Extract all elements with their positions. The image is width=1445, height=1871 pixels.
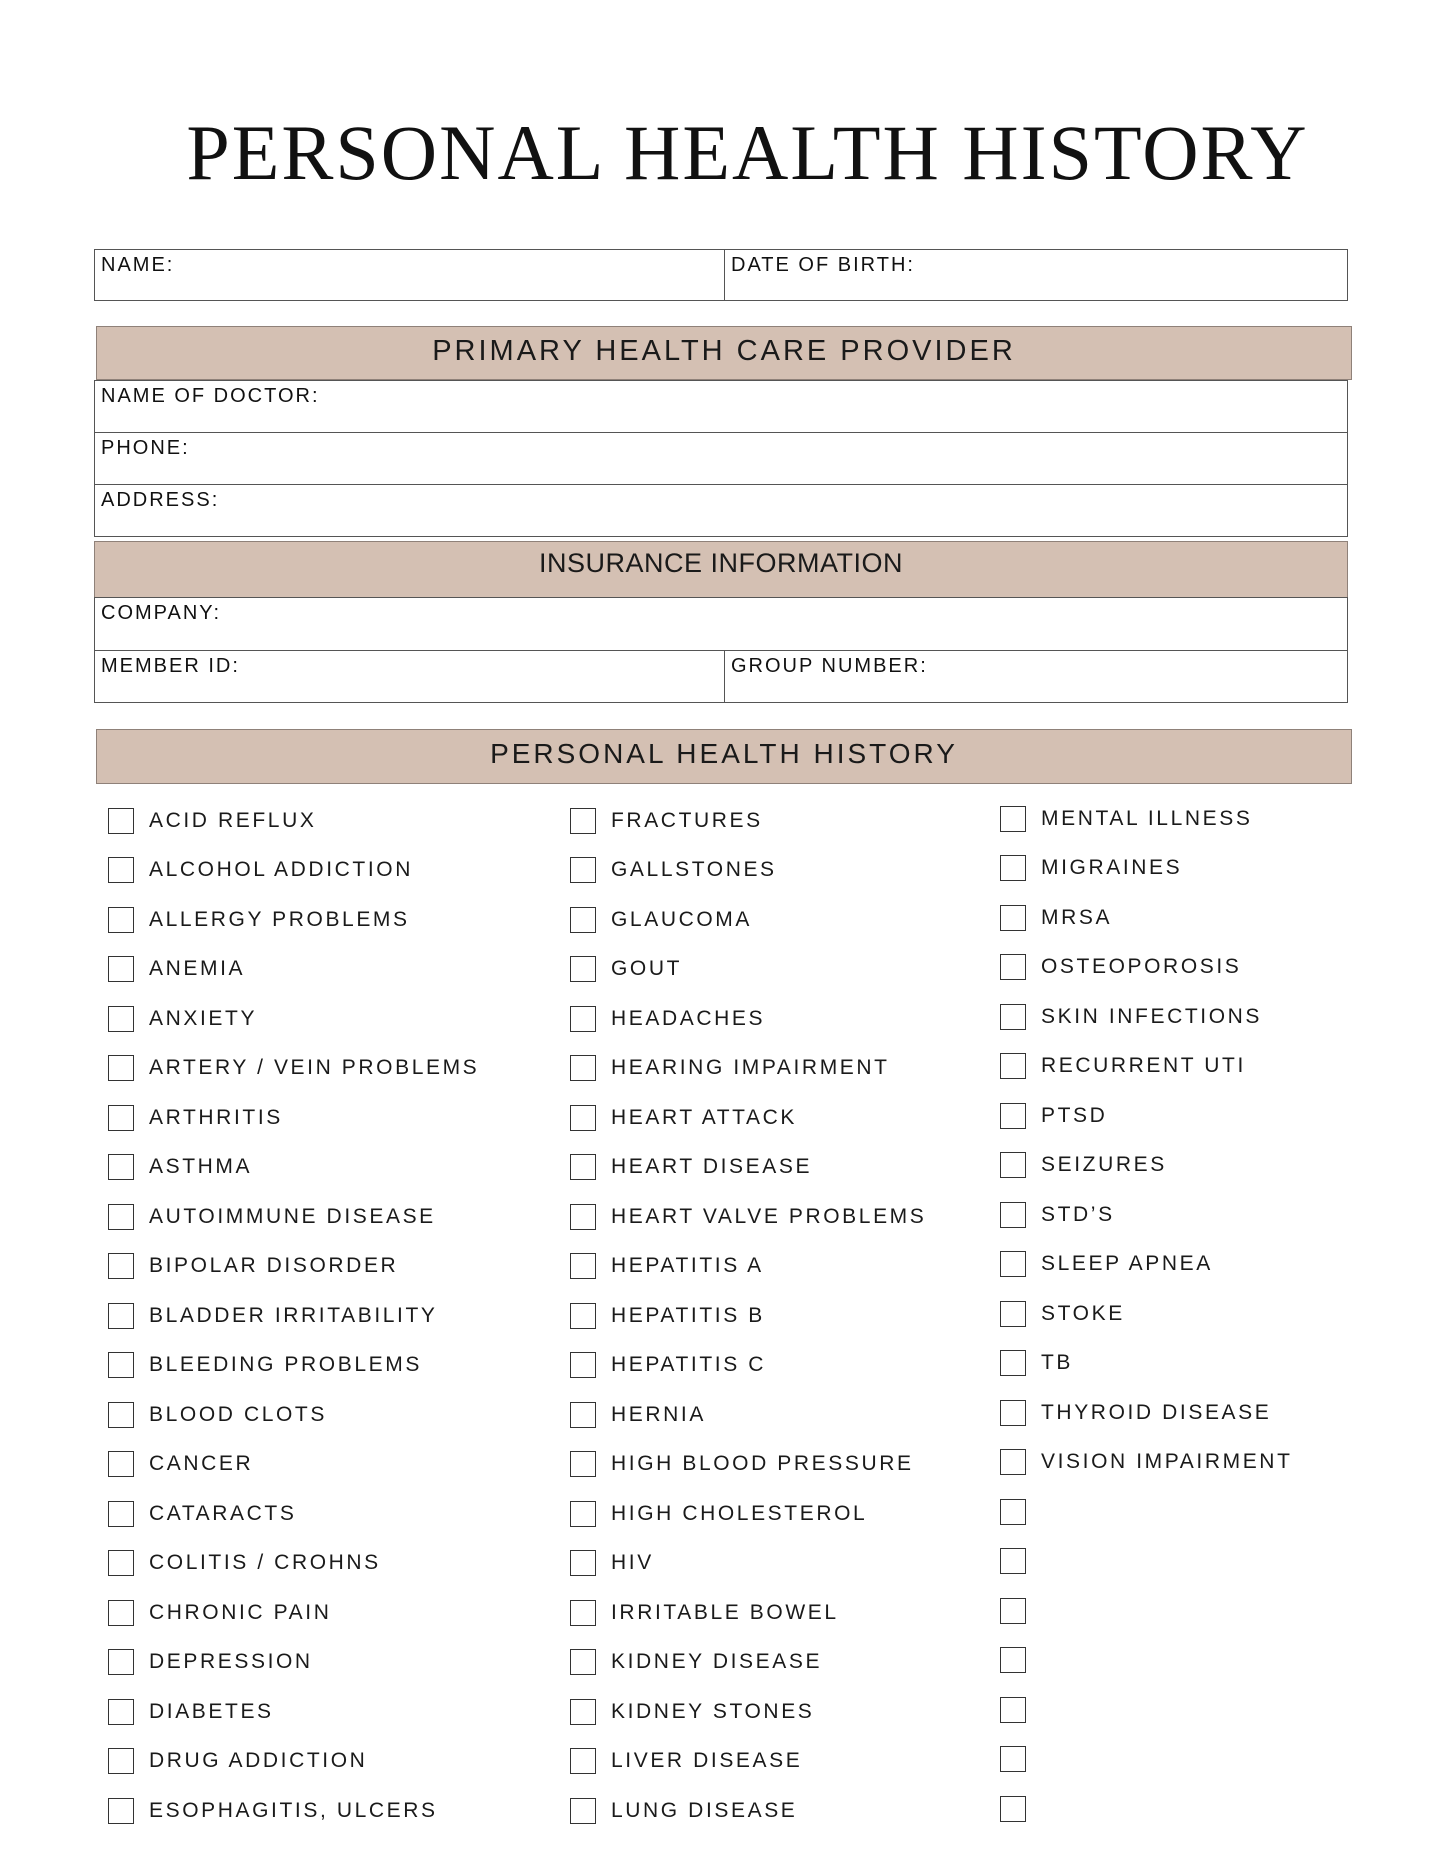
condition-item[interactable] bbox=[1000, 992, 1293, 1042]
conditions-column-1 bbox=[108, 796, 479, 1836]
condition-item[interactable] bbox=[570, 945, 926, 995]
address-row bbox=[94, 484, 1348, 537]
condition-item[interactable] bbox=[1000, 943, 1293, 993]
condition-label: HIGH BLOOD PRESSURE bbox=[611, 1452, 914, 1476]
address-label: ADDRESS: bbox=[101, 489, 220, 511]
condition-item[interactable] bbox=[1000, 844, 1293, 894]
condition-label: HEPATITIS B bbox=[611, 1303, 765, 1327]
condition-item[interactable] bbox=[108, 846, 479, 896]
condition-item[interactable] bbox=[570, 1687, 926, 1737]
condition-checkbox[interactable] bbox=[1000, 1697, 1026, 1723]
condition-checkbox[interactable] bbox=[108, 1105, 134, 1131]
condition-checkbox[interactable] bbox=[108, 1055, 134, 1081]
phone-field[interactable] bbox=[95, 433, 1347, 484]
condition-label: LIVER DISEASE bbox=[611, 1749, 803, 1773]
condition-label: HEART VALVE PROBLEMS bbox=[611, 1204, 927, 1228]
condition-checkbox[interactable] bbox=[108, 808, 134, 834]
condition-item[interactable] bbox=[570, 796, 926, 846]
condition-label: SLEEP APNEA bbox=[1041, 1252, 1213, 1276]
condition-checkbox[interactable] bbox=[108, 1600, 134, 1626]
condition-checkbox[interactable] bbox=[1000, 1004, 1026, 1030]
condition-item[interactable] bbox=[570, 994, 926, 1044]
member-group-row bbox=[94, 650, 1348, 703]
address-field[interactable] bbox=[95, 485, 1347, 536]
condition-checkbox[interactable] bbox=[570, 1402, 596, 1428]
condition-checkbox[interactable] bbox=[108, 1303, 134, 1329]
condition-checkbox[interactable] bbox=[108, 1352, 134, 1378]
condition-item[interactable] bbox=[1000, 794, 1293, 844]
condition-checkbox[interactable] bbox=[570, 1105, 596, 1131]
condition-checkbox[interactable] bbox=[1000, 1598, 1026, 1624]
condition-checkbox[interactable] bbox=[1000, 954, 1026, 980]
group-number-label: GROUP NUMBER: bbox=[731, 655, 928, 677]
condition-label: DRUG ADDICTION bbox=[149, 1749, 368, 1773]
date-of-birth-field[interactable] bbox=[724, 250, 1347, 300]
condition-label: HEART DISEASE bbox=[611, 1155, 813, 1179]
condition-checkbox[interactable] bbox=[1000, 905, 1026, 931]
condition-checkbox[interactable] bbox=[1000, 1647, 1026, 1673]
condition-item[interactable] bbox=[1000, 1487, 1293, 1537]
name-label: NAME: bbox=[101, 254, 175, 276]
condition-item[interactable] bbox=[108, 1737, 479, 1787]
condition-checkbox[interactable] bbox=[570, 1649, 596, 1675]
condition-checkbox[interactable] bbox=[108, 1501, 134, 1527]
condition-item[interactable] bbox=[108, 1638, 479, 1688]
condition-checkbox[interactable] bbox=[108, 1006, 134, 1032]
condition-label: GOUT bbox=[611, 957, 683, 981]
condition-checkbox[interactable] bbox=[1000, 1202, 1026, 1228]
condition-label: MENTAL ILLNESS bbox=[1041, 806, 1253, 830]
condition-checkbox[interactable] bbox=[108, 1154, 134, 1180]
condition-label: COLITIS / CROHNS bbox=[149, 1551, 381, 1575]
condition-item[interactable] bbox=[1000, 1636, 1293, 1686]
condition-checkbox[interactable] bbox=[108, 1798, 134, 1824]
condition-item[interactable] bbox=[108, 1143, 479, 1193]
condition-label: BIPOLAR DISORDER bbox=[149, 1254, 399, 1278]
condition-item[interactable] bbox=[108, 796, 479, 846]
condition-item[interactable] bbox=[570, 1242, 926, 1292]
condition-item[interactable] bbox=[570, 1044, 926, 1094]
insurance-section-title: INSURANCE INFORMATION bbox=[538, 548, 903, 578]
condition-item[interactable] bbox=[570, 1341, 926, 1391]
condition-checkbox[interactable] bbox=[570, 1055, 596, 1081]
condition-item[interactable] bbox=[570, 1737, 926, 1787]
condition-checkbox[interactable] bbox=[570, 1798, 596, 1824]
condition-item[interactable] bbox=[1000, 1190, 1293, 1240]
condition-label: CHRONIC PAIN bbox=[149, 1600, 332, 1624]
condition-checkbox[interactable] bbox=[570, 1303, 596, 1329]
condition-checkbox[interactable] bbox=[108, 1699, 134, 1725]
condition-label: VISION IMPAIRMENT bbox=[1041, 1450, 1293, 1474]
condition-item[interactable] bbox=[108, 1242, 479, 1292]
condition-item[interactable] bbox=[1000, 1735, 1293, 1785]
condition-label: BLADDER IRRITABILITY bbox=[149, 1303, 438, 1327]
condition-item[interactable] bbox=[108, 1093, 479, 1143]
condition-item[interactable] bbox=[1000, 1339, 1293, 1389]
condition-checkbox[interactable] bbox=[108, 1204, 134, 1230]
condition-checkbox[interactable] bbox=[1000, 1548, 1026, 1574]
condition-label: IRRITABLE BOWEL bbox=[611, 1600, 839, 1624]
condition-label: ANEMIA bbox=[149, 957, 246, 981]
condition-label: ARTHRITIS bbox=[149, 1105, 283, 1129]
condition-checkbox[interactable] bbox=[108, 1451, 134, 1477]
condition-checkbox[interactable] bbox=[1000, 855, 1026, 881]
page-title: PERSONAL HEALTH HISTORY bbox=[186, 109, 1309, 197]
condition-checkbox[interactable] bbox=[1000, 1746, 1026, 1772]
condition-checkbox[interactable] bbox=[1000, 1251, 1026, 1277]
condition-checkbox[interactable] bbox=[1000, 806, 1026, 832]
doctor-name-label: NAME OF DOCTOR: bbox=[101, 385, 320, 407]
condition-checkbox[interactable] bbox=[570, 1501, 596, 1527]
condition-item[interactable] bbox=[570, 1440, 926, 1490]
condition-item[interactable] bbox=[108, 1390, 479, 1440]
condition-item[interactable] bbox=[570, 1489, 926, 1539]
condition-checkbox[interactable] bbox=[570, 1748, 596, 1774]
condition-item[interactable] bbox=[570, 1539, 926, 1589]
condition-label: BLEEDING PROBLEMS bbox=[149, 1353, 422, 1377]
name-field[interactable] bbox=[95, 250, 724, 300]
condition-label: HERNIA bbox=[611, 1402, 706, 1426]
condition-checkbox[interactable] bbox=[1000, 1350, 1026, 1376]
condition-label: CANCER bbox=[149, 1452, 254, 1476]
condition-item[interactable] bbox=[570, 895, 926, 945]
company-row bbox=[94, 597, 1348, 651]
condition-label: CATARACTS bbox=[149, 1501, 297, 1525]
condition-checkbox[interactable] bbox=[108, 857, 134, 883]
doctor-name-row bbox=[94, 380, 1348, 433]
condition-label: HEART ATTACK bbox=[611, 1105, 798, 1129]
condition-label: KIDNEY STONES bbox=[611, 1699, 815, 1723]
history-section-header bbox=[96, 729, 1352, 784]
condition-checkbox[interactable] bbox=[1000, 1499, 1026, 1525]
condition-item[interactable] bbox=[108, 1588, 479, 1638]
condition-item[interactable] bbox=[108, 1539, 479, 1589]
condition-checkbox[interactable] bbox=[108, 956, 134, 982]
condition-item[interactable] bbox=[570, 1390, 926, 1440]
condition-checkbox[interactable] bbox=[108, 907, 134, 933]
condition-label: ACID REFLUX bbox=[149, 808, 317, 832]
condition-item[interactable] bbox=[1000, 1289, 1293, 1339]
condition-item[interactable] bbox=[108, 1687, 479, 1737]
condition-item[interactable] bbox=[108, 1044, 479, 1094]
condition-item[interactable] bbox=[108, 1440, 479, 1490]
condition-checkbox[interactable] bbox=[570, 1451, 596, 1477]
condition-label: HEADACHES bbox=[611, 1006, 766, 1030]
member-id-field[interactable] bbox=[95, 651, 724, 702]
condition-checkbox[interactable] bbox=[570, 1154, 596, 1180]
condition-label: GALLSTONES bbox=[611, 858, 777, 882]
condition-item[interactable] bbox=[108, 1192, 479, 1242]
condition-label: HEPATITIS C bbox=[611, 1353, 766, 1377]
condition-label: ANXIETY bbox=[149, 1006, 258, 1030]
condition-label: OSTEOPOROSIS bbox=[1041, 955, 1242, 979]
condition-item[interactable] bbox=[570, 1638, 926, 1688]
condition-checkbox[interactable] bbox=[570, 907, 596, 933]
member-id-label: MEMBER ID: bbox=[101, 655, 240, 677]
condition-checkbox[interactable] bbox=[570, 1352, 596, 1378]
condition-checkbox[interactable] bbox=[108, 1748, 134, 1774]
condition-checkbox[interactable] bbox=[570, 1204, 596, 1230]
condition-item[interactable] bbox=[1000, 893, 1293, 943]
condition-label: SKIN INFECTIONS bbox=[1041, 1004, 1263, 1028]
condition-checkbox[interactable] bbox=[570, 1006, 596, 1032]
condition-checkbox[interactable] bbox=[570, 1600, 596, 1626]
condition-checkbox[interactable] bbox=[1000, 1152, 1026, 1178]
company-label: COMPANY: bbox=[101, 602, 222, 624]
condition-label: ASTHMA bbox=[149, 1155, 253, 1179]
condition-item[interactable] bbox=[570, 1786, 926, 1836]
condition-checkbox[interactable] bbox=[1000, 1053, 1026, 1079]
condition-label: DEPRESSION bbox=[149, 1650, 313, 1674]
condition-checkbox[interactable] bbox=[108, 1402, 134, 1428]
phone-label: PHONE: bbox=[101, 437, 190, 459]
condition-item[interactable] bbox=[1000, 1141, 1293, 1191]
condition-checkbox[interactable] bbox=[1000, 1796, 1026, 1822]
group-number-field[interactable] bbox=[724, 651, 1347, 702]
condition-item[interactable] bbox=[1000, 1438, 1293, 1488]
condition-label: GLAUCOMA bbox=[611, 907, 752, 931]
condition-checkbox[interactable] bbox=[570, 956, 596, 982]
condition-label: HEARING IMPAIRMENT bbox=[611, 1056, 890, 1080]
condition-checkbox[interactable] bbox=[108, 1550, 134, 1576]
condition-checkbox[interactable] bbox=[570, 1253, 596, 1279]
condition-label: ALLERGY PROBLEMS bbox=[149, 907, 410, 931]
doctor-name-field[interactable] bbox=[95, 381, 1347, 432]
condition-label: MIGRAINES bbox=[1041, 856, 1183, 880]
condition-checkbox[interactable] bbox=[108, 1253, 134, 1279]
condition-item[interactable] bbox=[108, 1786, 479, 1836]
condition-label: ESOPHAGITIS, ULCERS bbox=[149, 1798, 438, 1822]
condition-label: STOKE bbox=[1041, 1301, 1125, 1325]
condition-item[interactable] bbox=[1000, 1537, 1293, 1587]
condition-label: AUTOIMMUNE DISEASE bbox=[149, 1204, 436, 1228]
condition-item[interactable] bbox=[1000, 1586, 1293, 1636]
condition-item[interactable] bbox=[570, 1093, 926, 1143]
condition-label: STD’S bbox=[1041, 1202, 1115, 1226]
provider-section-title: PRIMARY HEALTH CARE PROVIDER bbox=[432, 335, 1016, 367]
condition-label: TB bbox=[1041, 1351, 1074, 1375]
condition-label: FRACTURES bbox=[611, 808, 763, 832]
condition-label: BLOOD CLOTS bbox=[149, 1402, 327, 1426]
condition-checkbox[interactable] bbox=[1000, 1400, 1026, 1426]
condition-label: RECURRENT UTI bbox=[1041, 1054, 1246, 1078]
condition-label: HIV bbox=[611, 1551, 654, 1575]
phone-row bbox=[94, 432, 1348, 485]
condition-item[interactable] bbox=[1000, 1784, 1293, 1834]
condition-checkbox[interactable] bbox=[570, 1550, 596, 1576]
condition-item[interactable] bbox=[1000, 1042, 1293, 1092]
condition-label: DIABETES bbox=[149, 1699, 274, 1723]
history-section-title: PERSONAL HEALTH HISTORY bbox=[490, 738, 958, 769]
condition-item[interactable] bbox=[108, 1291, 479, 1341]
condition-item[interactable] bbox=[108, 994, 479, 1044]
condition-checkbox[interactable] bbox=[570, 1699, 596, 1725]
condition-label: PTSD bbox=[1041, 1103, 1108, 1127]
condition-item[interactable] bbox=[570, 1143, 926, 1193]
condition-item[interactable] bbox=[108, 945, 479, 995]
condition-label: ARTERY / VEIN PROBLEMS bbox=[149, 1056, 480, 1080]
insurance-section-header bbox=[94, 541, 1348, 598]
condition-item[interactable] bbox=[108, 895, 479, 945]
condition-label: LUNG DISEASE bbox=[611, 1798, 798, 1822]
patient-info-row bbox=[94, 249, 1348, 301]
condition-item[interactable] bbox=[1000, 1685, 1293, 1735]
condition-item[interactable] bbox=[108, 1489, 479, 1539]
company-field[interactable] bbox=[95, 598, 1347, 650]
conditions-column-3 bbox=[1000, 794, 1293, 1834]
condition-item[interactable] bbox=[570, 1588, 926, 1638]
condition-item[interactable] bbox=[108, 1341, 479, 1391]
condition-item[interactable] bbox=[570, 1192, 926, 1242]
condition-item[interactable] bbox=[1000, 1240, 1293, 1290]
condition-item[interactable] bbox=[570, 1291, 926, 1341]
condition-checkbox[interactable] bbox=[1000, 1301, 1026, 1327]
provider-section-header bbox=[96, 326, 1352, 380]
condition-checkbox[interactable] bbox=[1000, 1449, 1026, 1475]
condition-label: ALCOHOL ADDICTION bbox=[149, 858, 413, 882]
condition-item[interactable] bbox=[570, 846, 926, 896]
condition-label: HEPATITIS A bbox=[611, 1254, 764, 1278]
condition-label: THYROID DISEASE bbox=[1041, 1400, 1272, 1424]
condition-label: HIGH CHOLESTEROL bbox=[611, 1501, 868, 1525]
condition-item[interactable] bbox=[1000, 1388, 1293, 1438]
condition-label: SEIZURES bbox=[1041, 1153, 1167, 1177]
condition-label: MRSA bbox=[1041, 905, 1113, 929]
condition-checkbox[interactable] bbox=[570, 857, 596, 883]
date-of-birth-label: DATE OF BIRTH: bbox=[731, 254, 915, 276]
condition-label: KIDNEY DISEASE bbox=[611, 1650, 823, 1674]
condition-checkbox[interactable] bbox=[570, 808, 596, 834]
condition-checkbox[interactable] bbox=[1000, 1103, 1026, 1129]
conditions-column-2 bbox=[570, 796, 926, 1836]
condition-checkbox[interactable] bbox=[108, 1649, 134, 1675]
condition-item[interactable] bbox=[1000, 1091, 1293, 1141]
